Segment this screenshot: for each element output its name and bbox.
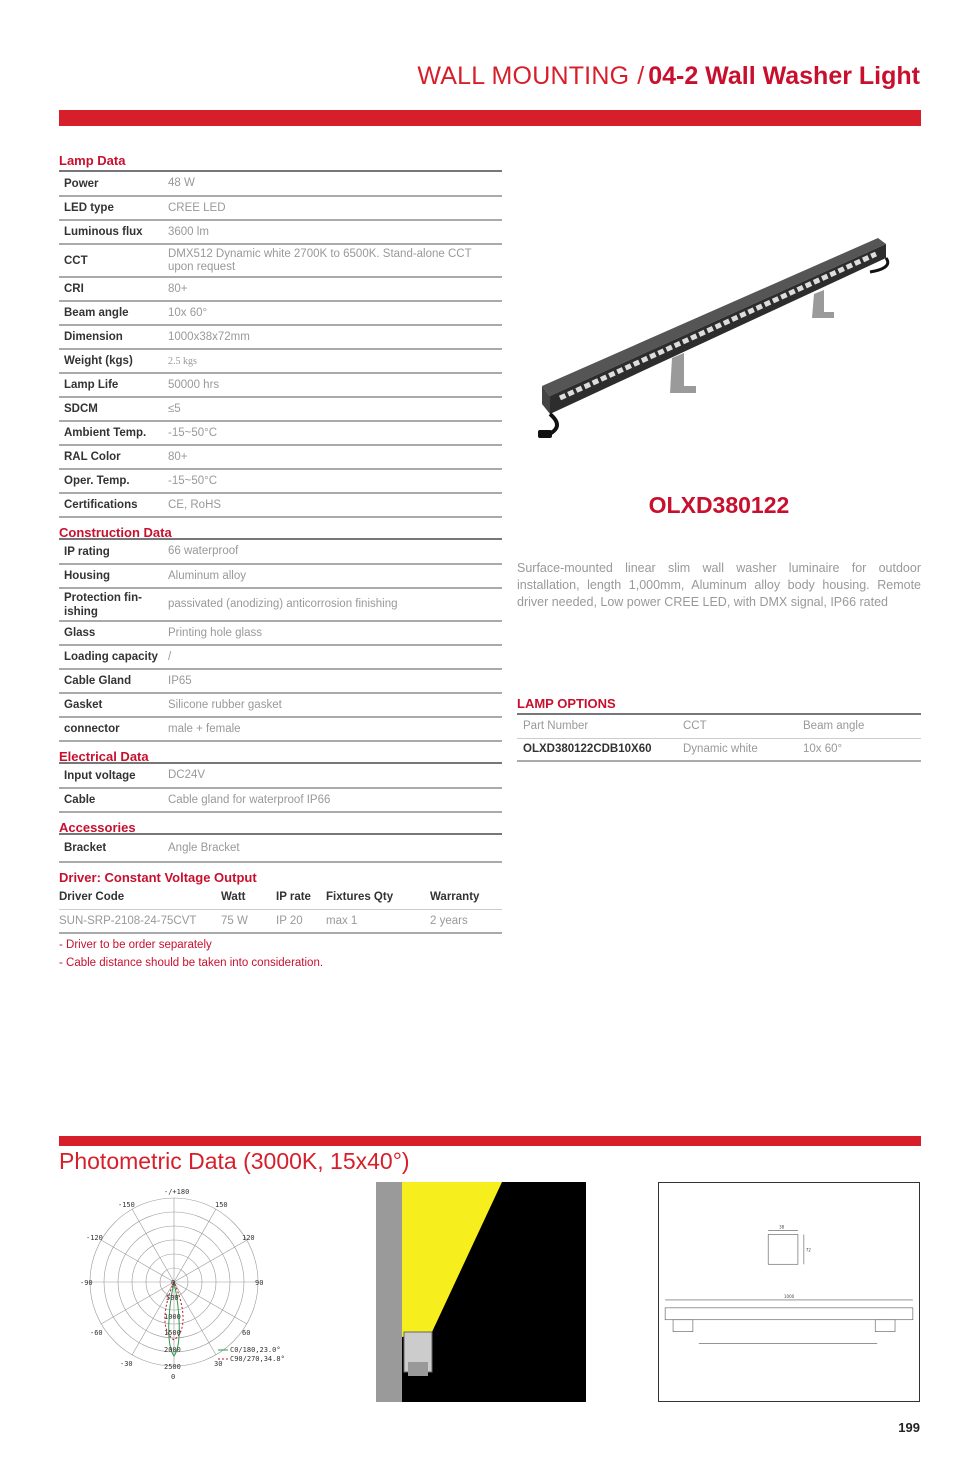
spec-value: -15~50°C (163, 421, 502, 445)
title-separator: / (637, 62, 645, 90)
table-row (59, 244, 502, 277)
photometric-red-bar (59, 1136, 921, 1146)
photometric-title: Photometric Data (3000K, 15x40°) (59, 1148, 410, 1174)
product-description: Surface-mounted linear slim wall washer luminaire for outdoor installation, length 1,000mm, Aluminum alloy body housing. Remote driver needed, Low power CREE LED, with DMX signal, IP66 rated (517, 561, 921, 609)
radius-label: 2000 (164, 1346, 181, 1354)
electrical-data-table (59, 764, 502, 813)
driver-watt: 75 W (221, 909, 276, 933)
table-row (59, 669, 502, 693)
spec-key: Protection fin-ishing (59, 588, 163, 621)
spec-value: IP65 (163, 669, 502, 693)
spec-key: Certifications (59, 493, 163, 517)
bracket-left (670, 353, 696, 393)
spec-value: 10x 60° (163, 301, 502, 325)
option-beam: 10x 60° (797, 738, 921, 761)
spec-value: 80+ (163, 445, 502, 469)
spec-key: Power (59, 172, 163, 196)
spec-key: Beam angle (59, 301, 163, 325)
spec-key: Cable (59, 788, 163, 812)
spec-value: Aluminum alloy (163, 564, 502, 588)
construction-data-title: Construction Data (59, 518, 502, 540)
radius-label: 1000 (164, 1313, 181, 1321)
table-row (517, 715, 921, 738)
table-row (59, 717, 502, 741)
radius-label: 1500 (164, 1329, 181, 1337)
table-row (59, 172, 502, 196)
spec-key: Ambient Temp. (59, 421, 163, 445)
spec-value: 48 W (163, 172, 502, 196)
cross-section (768, 1235, 798, 1265)
spec-value: 2.5 kgs (163, 349, 502, 373)
table-row (59, 325, 502, 349)
table-row (59, 693, 502, 717)
table-row (59, 469, 502, 493)
part-number: OLXD380122CDB10X60 (517, 738, 677, 761)
angle-label: 150 (215, 1201, 228, 1209)
mount-right (875, 1320, 895, 1332)
angle-label: 120 (242, 1234, 255, 1242)
driver-title: Driver: Constant Voltage Output (59, 870, 257, 885)
driver-header-ip: IP rate (276, 885, 326, 909)
table-row (59, 220, 502, 244)
driver-note: - Driver to be order separately (59, 939, 212, 951)
product-code: OLXD380122 (648, 492, 790, 518)
spec-value: DC24V (163, 764, 502, 788)
spec-key: CCT (59, 244, 163, 277)
radius-label: 0 (171, 1373, 176, 1381)
spec-value: ≤5 (163, 397, 502, 421)
fixture-body (550, 244, 886, 414)
spec-key: LED type (59, 196, 163, 220)
angle-label: -150 (118, 1201, 135, 1209)
table-row (59, 645, 502, 669)
category-label: WALL MOUNTING (417, 62, 630, 90)
spec-key: SDCM (59, 397, 163, 421)
driver-header-qty: Fixtures Qty (326, 885, 430, 909)
radius-label: 2500 (164, 1363, 181, 1371)
spec-value: -15~50°C (163, 469, 502, 493)
table-row (59, 373, 502, 397)
spec-key: Input voltage (59, 764, 163, 788)
table-row (517, 738, 921, 761)
radius-label: 500 (166, 1294, 179, 1302)
spec-key: Housing (59, 564, 163, 588)
driver-header-code: Driver Code (59, 885, 221, 909)
lamp-options (517, 693, 921, 762)
legend-label: C90/270,34.8° (230, 1355, 285, 1363)
driver-table (59, 885, 502, 934)
driver-header-watt: Watt (221, 885, 276, 909)
spec-key: CRI (59, 277, 163, 301)
spec-value: CE, RoHS (163, 493, 502, 517)
driver-code: SUN-SRP-2108-24-75CVT (59, 909, 221, 933)
driver-ip: IP 20 (276, 909, 326, 933)
bracket-right (812, 290, 834, 318)
table-row (59, 909, 502, 933)
dim-label: 1000 (784, 1293, 795, 1299)
accessories-title: Accessories (59, 813, 502, 835)
table-row (59, 621, 502, 645)
lamp-data-table (59, 172, 502, 518)
wall (376, 1182, 402, 1402)
angle-label: 60 (242, 1329, 251, 1337)
table-row (59, 421, 502, 445)
beam-illustration (376, 1182, 586, 1402)
angle-label: -/+180 (164, 1188, 190, 1196)
mount-left (673, 1320, 693, 1332)
spec-value: 50000 hrs (163, 373, 502, 397)
spec-key: IP rating (59, 540, 163, 564)
spec-key: Oper. Temp. (59, 469, 163, 493)
options-header-part: Part Number (517, 715, 677, 738)
fixture-front-view (665, 1308, 913, 1320)
spec-key: Weight (kgs) (59, 349, 163, 373)
spec-value: Angle Bracket (163, 835, 502, 862)
table-row (59, 788, 502, 812)
page-number: 199 (898, 1420, 920, 1435)
driver-warranty: 2 years (430, 909, 502, 933)
spec-value: DMX512 Dynamic white 2700K to 6500K. Stand-alone CCT upon request (163, 244, 502, 277)
dim-label: 38 (779, 1224, 785, 1230)
angle-label: 90 (255, 1279, 264, 1287)
spec-key: Glass (59, 621, 163, 645)
spec-key: connector (59, 717, 163, 741)
product-family-title: 04-2 Wall Washer Light (648, 62, 920, 90)
table-row (59, 588, 502, 621)
driver-qty: max 1 (326, 909, 430, 933)
electrical-data-title: Electrical Data (59, 742, 502, 764)
table-row (59, 445, 502, 469)
led-strip (560, 254, 876, 398)
spec-key: Lamp Life (59, 373, 163, 397)
spec-key: Loading capacity (59, 645, 163, 669)
table-row (59, 835, 502, 862)
spec-value: male + female (163, 717, 502, 741)
dimension-drawing (658, 1182, 920, 1402)
options-header-cct: CCT (677, 715, 797, 738)
legend-label: C0/180,23.0° (230, 1346, 281, 1354)
product-image (520, 226, 912, 442)
spec-key: RAL Color (59, 445, 163, 469)
table-row (59, 196, 502, 220)
header-red-bar (59, 110, 921, 126)
accessories-table (59, 835, 502, 863)
spec-value: CREE LED (163, 196, 502, 220)
spec-value: Printing hole glass (163, 621, 502, 645)
dim-label: 72 (805, 1247, 811, 1253)
driver-note: - Cable distance should be taken into consideration. (59, 957, 324, 969)
spec-value: / (163, 645, 502, 669)
option-cct: Dynamic white (677, 738, 797, 761)
table-row (59, 277, 502, 301)
table-row (59, 349, 502, 373)
options-header-beam: Beam angle (797, 715, 921, 738)
table-row (59, 493, 502, 517)
angle-label: -30 (120, 1360, 133, 1368)
spec-column (59, 150, 502, 972)
lamp-options-title: LAMP OPTIONS (517, 693, 921, 715)
spec-value: 3600 lm (163, 220, 502, 244)
angle-label: -90 (80, 1279, 93, 1287)
angle-label: 30 (214, 1360, 223, 1368)
angle-label: -120 (86, 1234, 103, 1242)
fixture-top (542, 238, 886, 396)
spec-key: Luminous flux (59, 220, 163, 244)
spec-value: 66 waterproof (163, 540, 502, 564)
spec-value: Silicone rubber gasket (163, 693, 502, 717)
spec-value: Cable gland for waterproof IP66 (163, 788, 502, 812)
spec-value: passivated (anodizing) anticorrosion finishing (163, 588, 502, 621)
construction-data-table (59, 540, 502, 742)
spec-value: 80+ (163, 277, 502, 301)
radius-label: 0 (171, 1279, 176, 1287)
spec-key: Gasket (59, 693, 163, 717)
lamp-data-title: Lamp Data (59, 150, 502, 172)
spec-key: Cable Gland (59, 669, 163, 693)
table-row (59, 564, 502, 588)
spec-key: Dimension (59, 325, 163, 349)
fixture-bracket (408, 1362, 428, 1376)
table-row (59, 397, 502, 421)
connector (538, 430, 552, 438)
lamp-options-table (517, 715, 921, 762)
page-title (417, 62, 920, 91)
polar-diagram (72, 1180, 312, 1390)
driver-header-warranty: Warranty (430, 885, 502, 909)
table-row (59, 301, 502, 325)
angle-label: -60 (90, 1329, 103, 1337)
spec-value: 1000x38x72mm (163, 325, 502, 349)
spec-key: Bracket (59, 835, 163, 862)
